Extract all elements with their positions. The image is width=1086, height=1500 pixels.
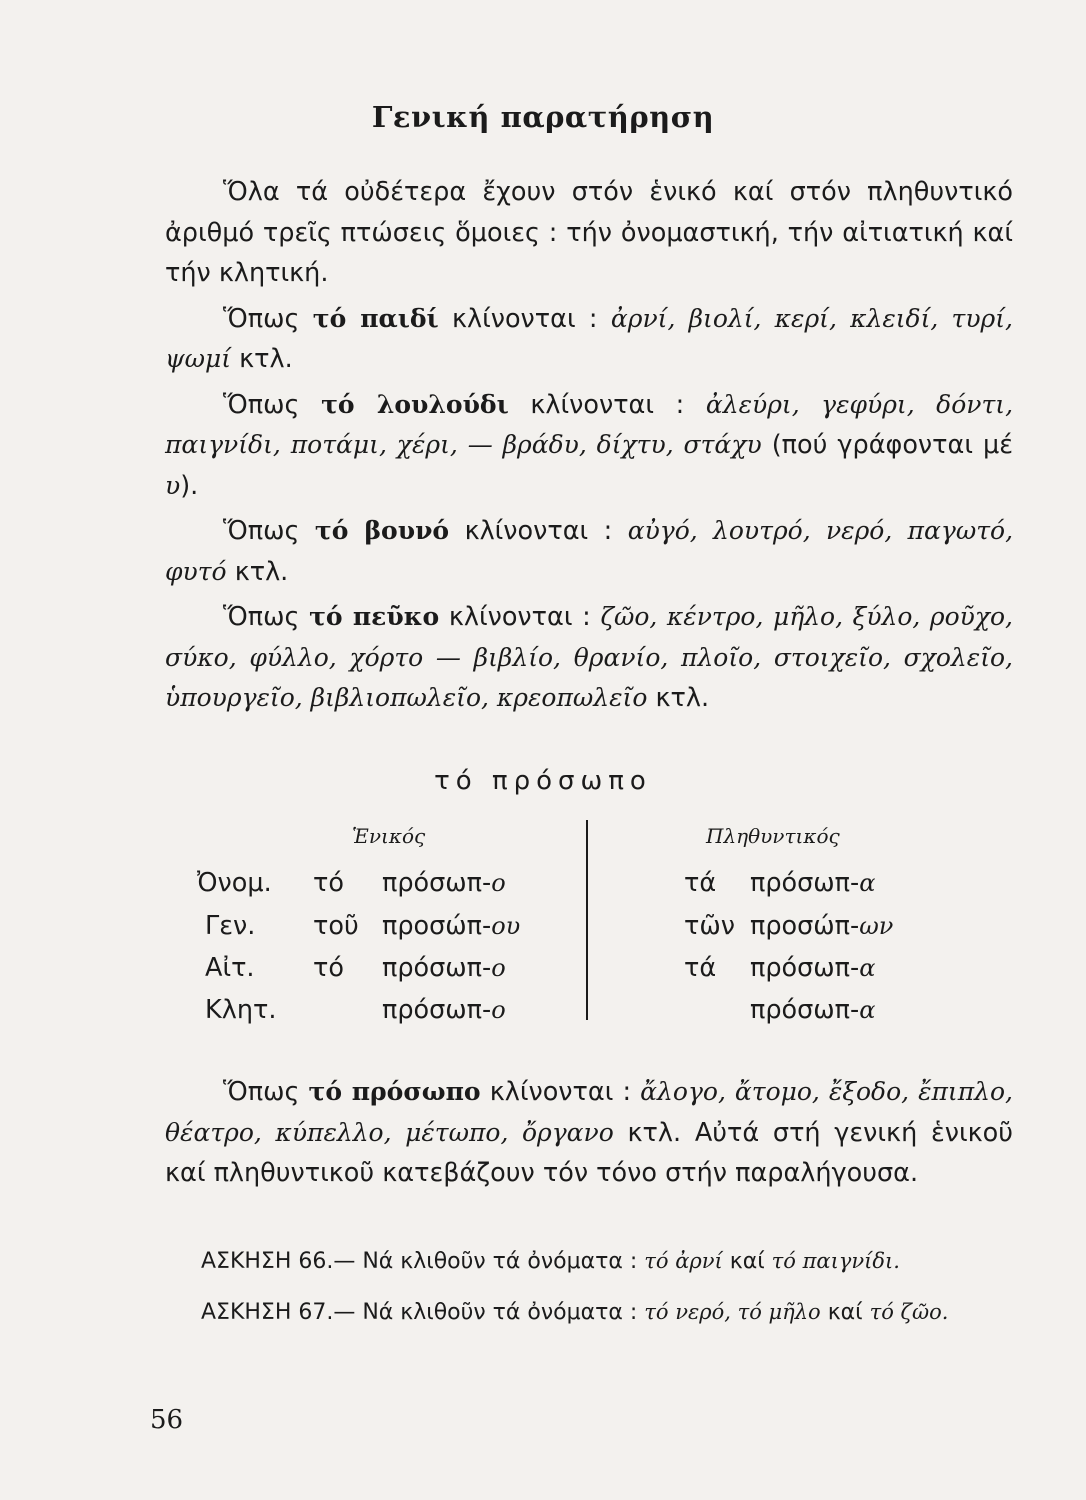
declined-label: κλίνονται : [489, 1077, 632, 1107]
example-list: ζῶο, κέντρο, μῆλο, ξύλο, ροῦχο, σύκο, φύλλο, χόρτο — βιβλίο, θρανίο, πλοῖο, στοιχεῖο, σχολεῖο, ὑπουργεῖο, βιβλιοπωλεῖο, κρεοπωλεῖο [165, 602, 1013, 712]
declined-label: κλίνονται : [448, 602, 591, 632]
page-number: 56 [150, 1405, 184, 1435]
singular-article: τοῦ [313, 911, 359, 941]
singular-form [382, 868, 506, 898]
model-noun: τό λουλούδι [321, 389, 509, 419]
singular-article: τό [313, 868, 344, 898]
ending: ο [491, 869, 506, 897]
lead-word: Ὅπως [223, 602, 300, 632]
example-list: ἄλογο, ἄτομο, ἔξοδο, ἔπιπλο, θέατρο, κύπελλο, μέτωπο, ὄργανο [165, 1077, 1013, 1147]
accent-note: κτλ. Αὐτά στή γενική ἑνικοῦ καί πληθυντικοῦ κατεβάζουν τόν τόνο στήν παραλήγουσα. [165, 1117, 1013, 1188]
singular-article: τό [313, 953, 344, 983]
plural-header: Πληθυντικός [706, 824, 840, 848]
lead-word: Ὅπως [223, 303, 300, 334]
case-label: Κλητ. [205, 995, 277, 1025]
ending: ο [491, 996, 506, 1024]
etc-label: κτλ. [655, 683, 710, 713]
exercise-conjunction: καί [729, 1249, 765, 1274]
note-close: ). [180, 470, 199, 501]
exercise-prompt: ΑΣΚΗΣΗ 66.— Νά κλιθοῦν τά ὀνόματα : [201, 1249, 638, 1274]
model-noun: τό παιδί [312, 303, 439, 333]
paragraph-paidi [165, 299, 1013, 380]
plural-article: τά [684, 868, 717, 898]
singular-form [382, 953, 506, 983]
column-divider [586, 820, 588, 1020]
exercise-noun: τό νερό, τό μῆλο [644, 1300, 821, 1324]
paragraph-pefko [165, 597, 1013, 719]
note-text: (πού γράφονται μέ [771, 430, 1014, 460]
exercise-noun: τό παιγνίδι. [771, 1249, 900, 1273]
stem: πρόσωπ- [382, 953, 492, 983]
declined-label: κλίνονται : [464, 516, 613, 546]
declined-label: κλίνονται : [451, 303, 598, 334]
case-label: Γεν. [205, 911, 256, 941]
plural-form [750, 995, 875, 1025]
paragraph-vouno [165, 511, 1013, 592]
exercise-67 [165, 1292, 1013, 1333]
exercise-conjunction: καί [827, 1300, 863, 1325]
body-text-upper [165, 172, 1013, 724]
singular-form [382, 911, 520, 941]
plural-form [750, 953, 875, 983]
stem: πρόσωπ- [382, 995, 492, 1025]
example-list: αὐγό, λουτρό, νερό, παγωτό, φυτό [165, 516, 1014, 586]
stem: προσώπ- [750, 911, 860, 941]
stem: προσώπ- [382, 911, 492, 941]
case-label: Αἰτ. [205, 953, 255, 983]
exercise-66 [165, 1241, 1013, 1282]
paragraph-general-rule: Ὅλα τά οὐδέτερα ἔχουν στόν ἑνικό καί στόν πληθυντικό ἀριθμό τρεῖς πτώσεις ὅμοιες : τήν ὀνομαστική, τήν αἰτιατική καί τήν κλητική. [165, 177, 1013, 288]
paragraph-prosopo [165, 1072, 1013, 1194]
model-noun: τό βουνό [314, 516, 450, 545]
example-list: ἀρνί, βιολί, κερί, κλειδί, τυρί, ψωμί [165, 303, 1013, 373]
ending: ων [859, 912, 894, 940]
etc-label: κτλ. [234, 556, 289, 587]
ending: ο [491, 954, 506, 982]
stem: πρόσωπ- [750, 995, 860, 1025]
model-noun: τό πρόσωπο [308, 1077, 481, 1106]
ending: α [859, 869, 876, 897]
plural-article: τῶν [684, 911, 735, 941]
stem: πρόσωπ- [382, 868, 492, 898]
model-noun: τό πεῦκο [309, 602, 440, 631]
case-label: Ὀνομ. [197, 868, 272, 898]
stem: πρόσωπ- [750, 868, 860, 898]
ending: α [859, 996, 876, 1024]
etc-label: κτλ. [239, 344, 293, 374]
declined-label: κλίνονται : [530, 389, 685, 420]
plural-form [750, 868, 875, 898]
ending: α [859, 954, 876, 982]
exercise-noun: τό ζῶο. [869, 1300, 949, 1324]
exercise-prompt: ΑΣΚΗΣΗ 67.— Νά κλιθοῦν τά ὀνόματα : [201, 1300, 638, 1325]
lead-word: Ὅπως [223, 389, 300, 420]
plural-article: τά [684, 953, 717, 983]
singular-form [382, 995, 506, 1025]
stem: πρόσωπ- [750, 953, 860, 983]
lead-word: Ὅπως [223, 1077, 300, 1107]
exercise-noun: τό ἀρνί [644, 1249, 723, 1273]
paragraph-louloudi [165, 385, 1013, 507]
section-heading: Γενική παρατήρηση [371, 100, 715, 134]
body-text-lower [165, 1072, 1013, 1199]
ending: ου [491, 912, 521, 940]
note-letter: υ [165, 470, 181, 500]
lead-word: Ὅπως [223, 516, 300, 546]
plural-form [750, 911, 893, 941]
singular-header: Ἑνικός [352, 824, 426, 848]
example-list: ἀλεύρι, γεφύρι, δόντι, παιγνίδι, ποτάμι, χέρι, — βράδυ, δίχτυ, στάχυ [165, 389, 1014, 459]
declension-title: τό πρόσωπο [434, 766, 652, 796]
